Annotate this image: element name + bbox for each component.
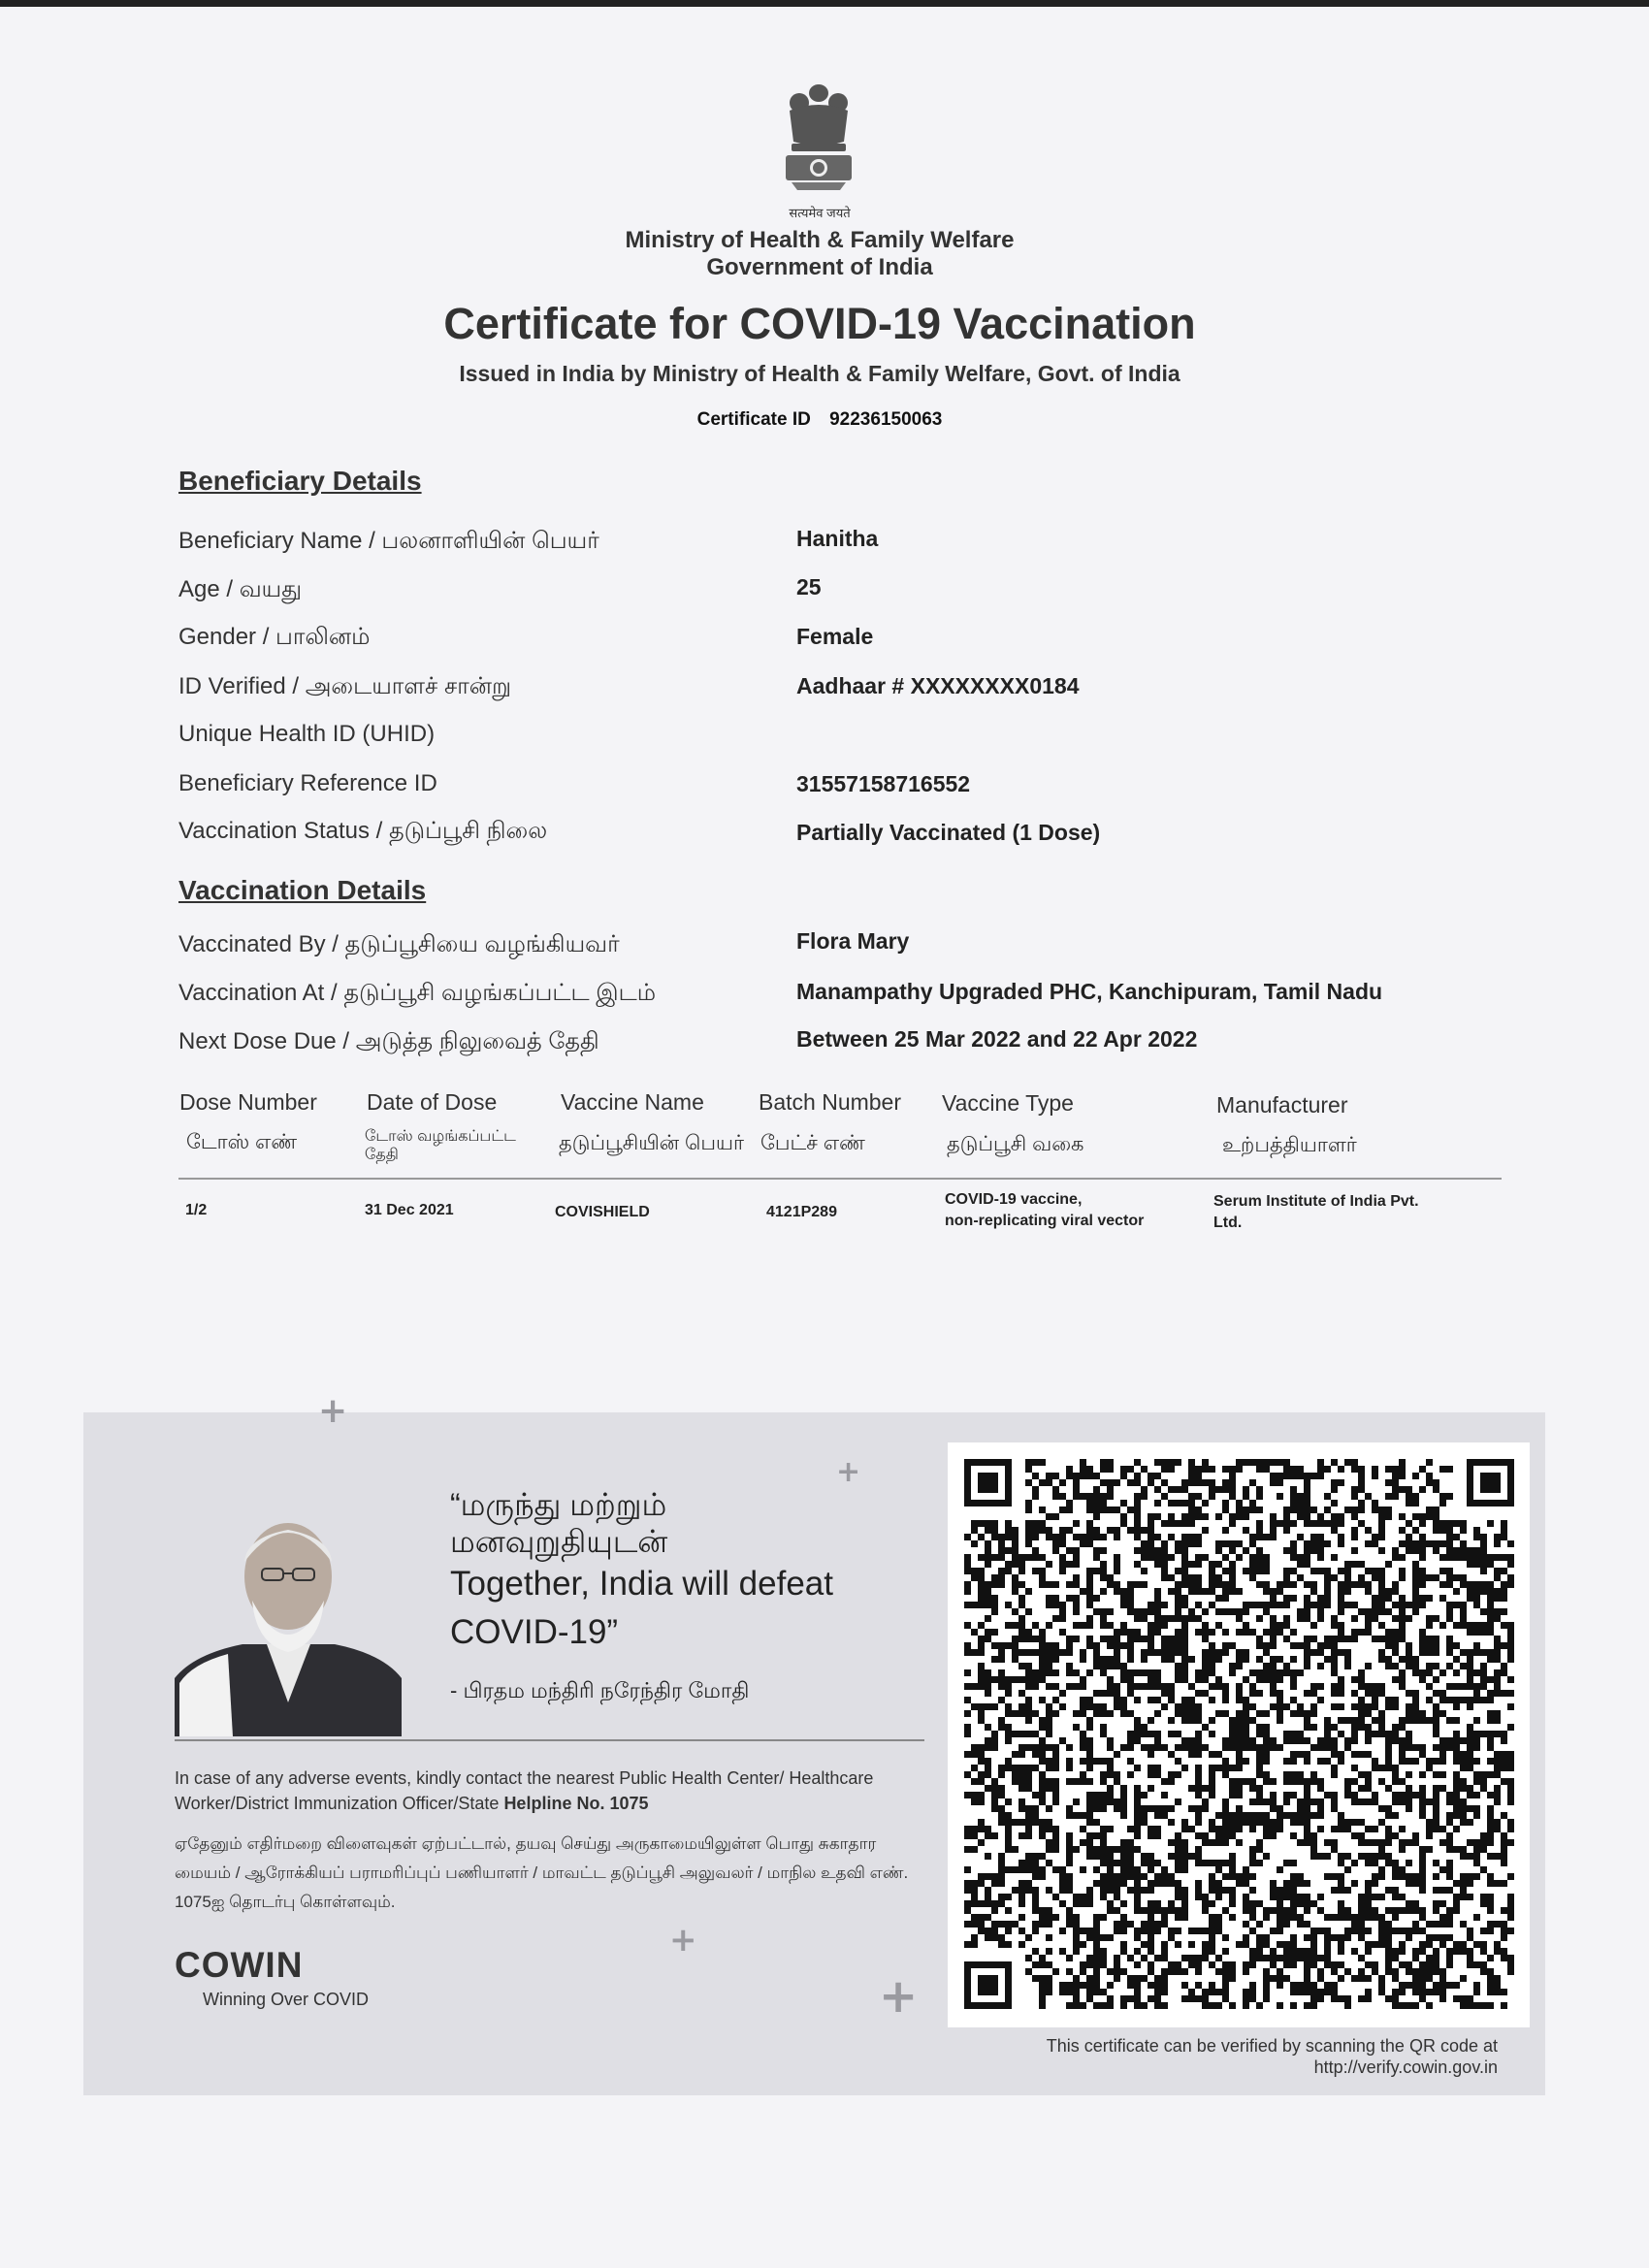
plus-icon: + <box>318 1391 348 1431</box>
plus-icon: + <box>879 1969 919 2024</box>
row-value-id-verified: Aadhaar # XXXXXXXX0184 <box>796 673 1080 698</box>
adverse-events-note-tamil: ஏதேனும் எதிர்மறை விளைவுகள் ஏற்பட்டால், தயவு செய்து அருகாமையிலுள்ள பொது சுகாதார மையம் / ஆரோக்கியப் பராமரிப்புப் பணியாளர் / மாவட்ட தடுப்பூசி அலுவலர் / மாநில உதவி எண். 1075ஐ தொடர்பு கொள்ளவும். <box>175 1834 909 1911</box>
prime-minister-portrait <box>175 1508 402 1736</box>
td-date: 31 Dec 2021 <box>365 1202 454 1218</box>
row-label-status: Vaccination Status / தடுப்பூசி நிலை <box>178 818 548 844</box>
adverse-events-note <box>175 1766 912 1816</box>
issued-by: Issued in India by Ministry of Health & Family Welfare, Govt. of India <box>459 361 1180 386</box>
certificate-id-label: Certificate ID <box>696 409 811 430</box>
quote-tamil-line2: மனவுறுதியுடன் <box>450 1524 668 1559</box>
th-vaccine-type-ta: தடுப்பூசி வகை <box>947 1133 1084 1155</box>
government-name: Government of India <box>706 254 933 280</box>
row-label-vaccinated-by: Vaccinated By / தடுப்பூசியை வழங்கியவர் <box>178 931 620 957</box>
scan-edge <box>0 0 1649 7</box>
emblem-motto: सत्यमेव जयते <box>789 206 851 220</box>
th-vaccine-type: Vaccine Type <box>942 1090 1074 1116</box>
adverse-events-text: In case of any adverse events, kindly contact the nearest Public Health Center/ Healthcare Worker/District Immunization Officer/State <box>175 1768 874 1813</box>
cowin-tagline: Winning Over COVID <box>203 1990 370 2009</box>
row-value-vaccination-at: Manampathy Upgraded PHC, Kanchipuram, Tamil Nadu <box>796 979 1383 1004</box>
row-label-age: Age / வயது <box>178 576 303 602</box>
row-label-reference-id: Beneficiary Reference ID <box>178 770 437 796</box>
certificate-id <box>0 409 1639 431</box>
ministry-name: Ministry of Health & Family Welfare <box>625 227 1015 253</box>
row-label-uhid: Unique Health ID (UHID) <box>178 721 436 747</box>
row-value-reference-id: 31557158716552 <box>796 771 971 796</box>
th-vaccine-name-ta: தடுப்பூசியின் பெயர் <box>559 1132 744 1154</box>
banner-divider <box>175 1739 924 1741</box>
plus-icon: + <box>836 1455 861 1489</box>
td-vaccine-type-line1: COVID-19 vaccine, <box>945 1191 1083 1208</box>
row-value-vaccinated-by: Flora Mary <box>796 928 910 954</box>
qr-code-icon <box>948 1442 1530 2027</box>
national-emblem-icon <box>776 81 861 213</box>
td-vaccine-type <box>945 1189 1144 1232</box>
qr-code-frame <box>948 1442 1530 2027</box>
th-dose-number: Dose Number <box>179 1089 317 1115</box>
quote-attribution: - பிரதம மந்திரி நரேந்திர மோதி <box>450 1678 750 1702</box>
vaccination-heading: Vaccination Details <box>178 875 427 905</box>
row-value-status: Partially Vaccinated (1 Dose) <box>796 820 1101 845</box>
row-value-age: 25 <box>796 574 822 599</box>
helpline-number: Helpline No. 1075 <box>503 1794 649 1813</box>
quote-english: Together, India will defeat COVID-19” <box>450 1565 833 1651</box>
row-value-next-dose: Between 25 Mar 2022 and 22 Apr 2022 <box>796 1026 1198 1052</box>
row-label-gender: Gender / பாலினம் <box>178 624 371 650</box>
th-date-of-dose-ta: டோஸ் வழங்கப்பட்ட தேதி <box>365 1128 516 1163</box>
td-dose-number: 1/2 <box>185 1202 208 1218</box>
td-batch: 4121P289 <box>766 1204 837 1220</box>
quote-tamil-line1: “மருந்து மற்றும் <box>450 1487 667 1522</box>
td-vaccine-type-line2: non-replicating viral vector <box>945 1213 1145 1229</box>
td-vaccine-name: COVISHIELD <box>555 1204 650 1220</box>
th-date-of-dose: Date of Dose <box>367 1089 498 1115</box>
td-manufacturer-line2: Ltd. <box>1213 1215 1243 1231</box>
verify-line1: This certificate can be verified by scanning the QR code at <box>1046 2036 1498 2056</box>
verify-line2: http://verify.cowin.gov.in <box>1313 2057 1498 2077</box>
cowin-logo <box>175 1945 303 1986</box>
beneficiary-heading: Beneficiary Details <box>178 466 422 496</box>
table-divider <box>178 1178 1502 1180</box>
row-value-gender: Female <box>796 624 874 649</box>
row-value-name: Hanitha <box>796 526 879 551</box>
certificate-title: Certificate for COVID-19 Vaccination <box>443 299 1196 348</box>
th-manufacturer: Manufacturer <box>1216 1092 1348 1118</box>
certificate-id-value: 92236150063 <box>829 409 943 430</box>
verify-note <box>931 2035 1498 2078</box>
row-label-next-dose: Next Dose Due / அடுத்த நிலுவைத் தேதி <box>178 1028 599 1054</box>
th-manufacturer-ta: உற்பத்தியாளர் <box>1222 1134 1357 1156</box>
th-vaccine-name: Vaccine Name <box>561 1089 704 1115</box>
cowin-logo-text: COWIN <box>175 1945 304 1985</box>
row-label-id-verified: ID Verified / அடையாளச் சான்று <box>178 673 512 699</box>
row-label-name: Beneficiary Name / பலனாளியின் பெயர் <box>178 528 599 554</box>
plus-icon: + <box>669 1921 697 1960</box>
quote-tamil <box>450 1486 667 1560</box>
td-manufacturer <box>1213 1191 1419 1234</box>
th-dose-number-ta: டோஸ் எண் <box>186 1131 298 1153</box>
th-batch-number-ta: பேட்ச் எண் <box>760 1132 865 1154</box>
td-manufacturer-line1: Serum Institute of India Pvt. <box>1213 1193 1419 1210</box>
row-label-vaccination-at: Vaccination At / தடுப்பூசி வழங்கப்பட்ட இடம் <box>178 980 656 1006</box>
th-batch-number: Batch Number <box>759 1089 902 1115</box>
